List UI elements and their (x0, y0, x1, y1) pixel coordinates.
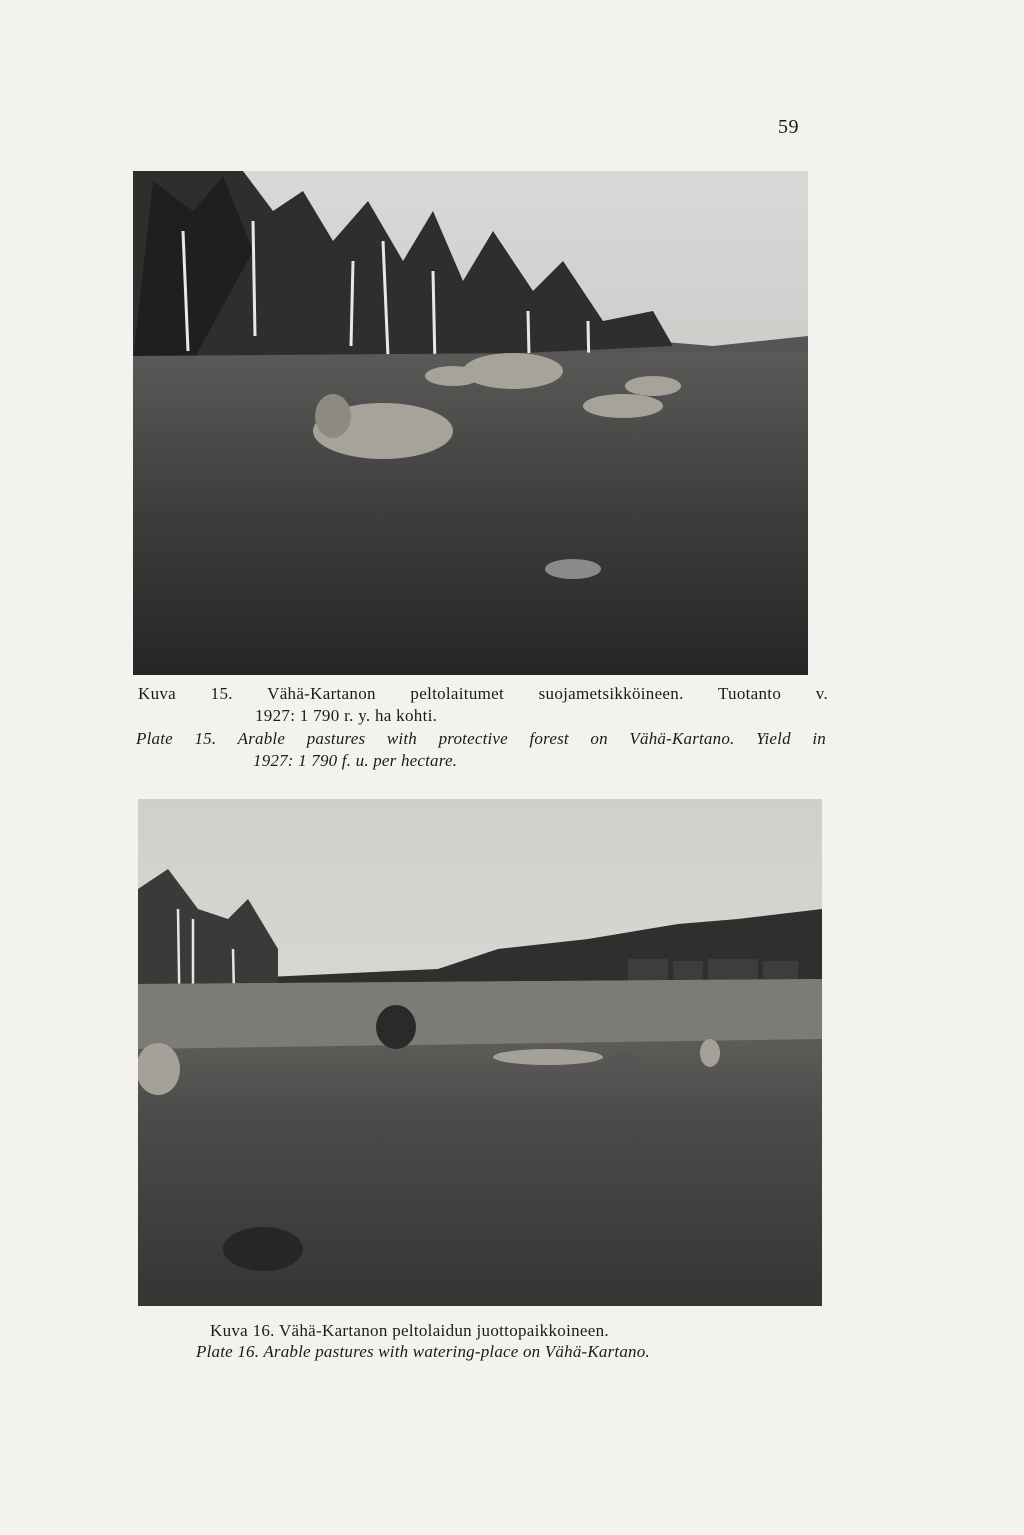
plate-15-caption-en-line2: 1927: 1 790 f. u. per hectare. (253, 751, 458, 770)
plate-15-photo (133, 171, 808, 675)
page-number: 59 (778, 116, 799, 138)
plate-15-caption-en-line1: Plate 15. Arable pastures with protective forest on Vähä-Kartano. Yield in (136, 729, 826, 748)
plate-15-caption-fi-line1: Kuva 15. Vähä-Kartanon peltolaitumet suojametsikköineen. Tuotanto v. (138, 684, 828, 703)
plate-15-caption-fi (138, 683, 828, 727)
plate-15-illustration (133, 171, 808, 675)
plate-16-illustration (138, 799, 822, 1306)
plate-15-caption-en (136, 728, 826, 772)
plate-16-caption-en: Plate 16. Arable pastures with watering-place on Vähä-Kartano. (196, 1342, 650, 1361)
plate-15-caption-fi-line2: 1927: 1 790 r. y. ha kohti. (255, 706, 438, 725)
plate-16-caption-fi: Kuva 16. Vähä-Kartanon peltolaidun juottopaikkoineen. (210, 1321, 609, 1340)
plate-16-photo (138, 799, 822, 1306)
